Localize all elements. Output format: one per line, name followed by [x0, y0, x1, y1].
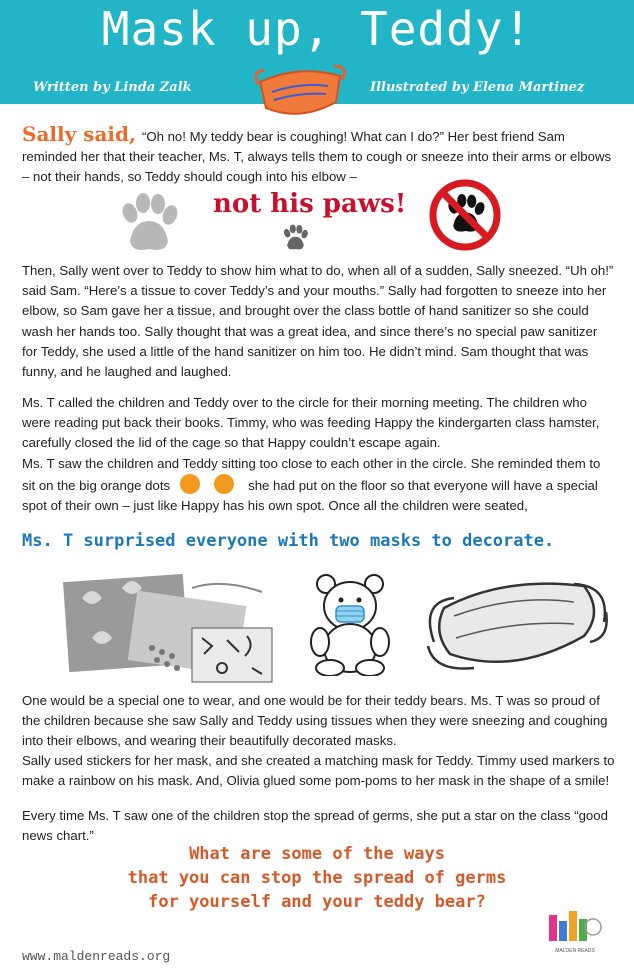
story-paragraph-3: Ms. T called the children and Teddy over to the circle for their morning meeting. The children who were reading put back their books. Timmy, who was feeding Happy the kindergarten class hamster, carefully closed the lid of the cage so that Happy couldn’t escape again.	[22, 395, 600, 451]
sally-said-heading: Sally said,	[22, 122, 136, 146]
no-paws-icon	[428, 178, 502, 252]
author-credit: Written by Linda Zalk	[33, 80, 192, 95]
story-paragraph-5: One would be a special one to wear, and one would be for their teddy bears. Ms. T was so proud of the children because she saw Sally and Teddy using tissues when they were sneezing and coughing into their elbows, and wearing their beautifully decorated masks.	[22, 693, 608, 749]
surprised-heading: Ms. T surprised everyone with two masks to decorate.	[22, 531, 555, 551]
orange-dot	[180, 474, 200, 494]
small-paw-print-icon	[281, 224, 309, 252]
svg-text:MALDEN READS: MALDEN READS	[555, 948, 595, 954]
paw-print-icon	[116, 193, 180, 255]
website-url[interactable]: www.maldenreads.org	[22, 949, 171, 964]
face-mask-icon	[414, 572, 614, 676]
discussion-question: What are some of the ways that you can stop the spread of germs for yourself and your teddy bear?	[127, 844, 507, 912]
illustrator-credit: Illustrated by Elena Martinez	[370, 80, 585, 95]
story-paragraph-2: Then, Sally went over to Teddy to show him what to do, when all of a sudden, Sally sneezed. “Uh oh!” said Sam. “Here’s a tissue to cover Teddy’s and your mouths.” Sally had forgotten to sneeze into her elbow, so Sam gave her a tissue, and brought over the class bottle of hand sanitizer so she could wash her hands too. Sally thought that was a great idea, and since there’s no special paw sanitizer for Teddy, she used a little of the hand sanitizer on him too. He didn’t mind. Sam thought that was funny, and he laughed and laughed.	[22, 263, 614, 380]
malden-reads-logo	[545, 907, 605, 957]
story-paragraph-4: Ms. T saw the children and Teddy sitting too close to each other in the circle. She reminded them to sit on the big orange dots she had put on the floor so that everyone will have a special spot of their own – just like Happy has his own spot. Once all the children were seated,	[22, 456, 601, 514]
story-paragraph-6: Sally used stickers for her mask, and she created a matching mask for Teddy. Timmy used markers to make a rainbow on his mask. And, Olivia glued some pom-poms to her mask in the shape of a smile!	[22, 753, 615, 789]
story-paragraph-7: Every time Ms. T saw one of the children stop the spread of germs, she put a star on the class “good news chart.”	[22, 808, 608, 844]
orange-dots	[180, 474, 234, 496]
page-title: Mask up, Teddy!	[101, 2, 533, 56]
decorated-masks-image	[62, 568, 280, 686]
orange-dot	[214, 474, 234, 494]
story-paragraph-1: Sally said, “Oh no! My teddy bear is coughing! What can I do?” Her best friend Sam reminded her that their teacher, Ms. T, always tells them to cough or sneeze into their arms or elbows – not their hands, so Teddy should cough into his elbow –	[22, 122, 612, 185]
mask-icon	[250, 62, 350, 124]
not-his-paws-callout: not his paws!	[213, 189, 407, 219]
teddy-bear-icon	[308, 572, 394, 676]
